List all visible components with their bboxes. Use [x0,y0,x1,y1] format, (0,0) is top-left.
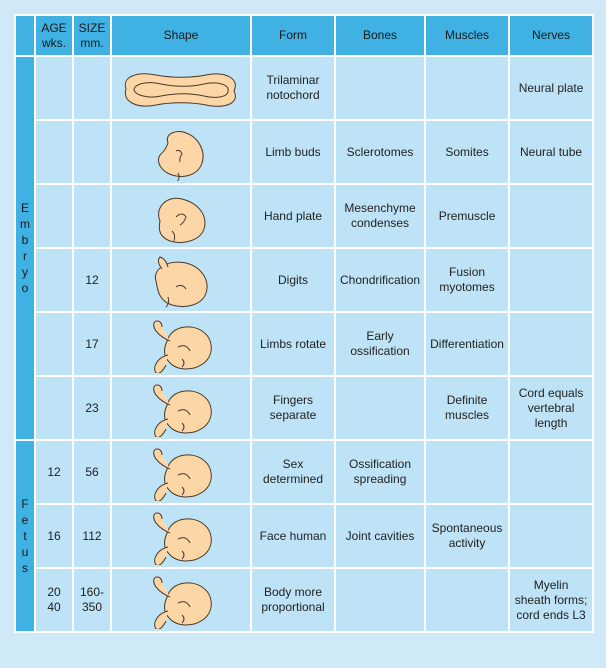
cell-size [73,504,111,568]
muscles-text: Premuscle [438,208,496,223]
embryo-digits-icon [116,251,246,309]
header-row [15,15,593,56]
bones-text: Chondrification [340,272,421,287]
cell-form [251,248,335,312]
cell-muscles [425,504,509,568]
cell-shape [111,376,251,440]
embryo-limb-buds-icon [116,123,246,181]
cell-age [35,504,73,568]
embryo-fingers-separate-icon [116,379,246,437]
muscles-text: Somites [445,144,489,159]
form-text: Fingers separate [269,393,317,422]
cell-age [35,184,73,248]
header-muscles: Muscles [425,15,509,56]
cell-nerves [509,120,593,184]
cell-size [73,56,111,120]
cell-bones [335,440,425,504]
cell-shape [111,568,251,632]
size-text: 23 [85,400,99,415]
cell-bones [335,504,425,568]
table-row [15,184,593,248]
table-row [15,568,593,632]
cell-muscles [425,312,509,376]
table-row [15,56,593,120]
cell-shape [111,504,251,568]
cell-bones [335,376,425,440]
cell-nerves [509,376,593,440]
embryo-hand-plate-icon [116,187,246,245]
cell-bones [335,312,425,376]
header-bones: Bones [335,15,425,56]
cell-shape [111,184,251,248]
age-text: 20 40 [47,585,61,614]
cell-shape [111,440,251,504]
fetus-16-weeks-icon [116,507,246,565]
cell-muscles [425,184,509,248]
nerves-text: Neural tube [520,144,583,159]
header-nerves: Nerves [509,15,593,56]
fetus-12-weeks-icon [116,443,246,501]
nerves-text: Neural plate [518,80,584,95]
group-label-embryo [15,56,35,440]
cell-shape [111,248,251,312]
table-row [15,504,593,568]
table-row [15,312,593,376]
nerves-text: Myelin sheath forms; cord ends L3 [514,577,588,622]
trilaminar-disc-icon [116,59,246,117]
muscles-text: Spontaneous activity [431,521,503,550]
cell-bones [335,248,425,312]
cell-size [73,440,111,504]
form-text: Trilaminar notochord [266,73,320,102]
cell-size [73,184,111,248]
cell-nerves [509,248,593,312]
cell-age [35,248,73,312]
size-text: 56 [85,464,99,479]
header-size: SIZE mm. [73,15,111,56]
cell-shape [111,312,251,376]
form-text: Body more proportional [261,585,325,614]
bones-text: Mesenchyme condenses [344,201,416,230]
cell-nerves [509,440,593,504]
form-text: Hand plate [263,208,323,223]
form-text: Sex determined [262,457,324,486]
muscles-text: Differentiation [430,336,504,351]
cell-muscles [425,440,509,504]
size-text: 112 [82,528,102,543]
cell-form [251,568,335,632]
cell-size [73,376,111,440]
cell-form [251,312,335,376]
cell-age [35,120,73,184]
table-row [15,248,593,312]
group-label-text: F e t u s [21,497,29,575]
cell-size [73,248,111,312]
cell-size [73,568,111,632]
muscles-text: Definite muscles [445,393,490,422]
cell-muscles [425,56,509,120]
cell-form [251,504,335,568]
cell-age [35,568,73,632]
group-label-fetus [15,440,35,632]
cell-bones [335,184,425,248]
cell-nerves [509,312,593,376]
cell-age [35,56,73,120]
cell-nerves [509,56,593,120]
age-text: 16 [47,528,61,543]
embryo-limbs-rotate-icon [116,315,246,373]
cell-form [251,184,335,248]
cell-muscles [425,376,509,440]
cell-form [251,120,335,184]
group-label-text: E m b r y o [20,201,30,295]
cell-muscles [425,120,509,184]
size-text: 160- 350 [79,585,105,614]
table-row [15,440,593,504]
bones-text: Sclerotomes [346,144,414,159]
cell-form [251,56,335,120]
cell-muscles [425,568,509,632]
form-text: Digits [277,272,308,287]
cell-size [73,312,111,376]
nerves-text: Cord equals vertebral length [518,385,584,430]
cell-nerves [509,184,593,248]
development-table [14,14,594,633]
header-corner [15,15,35,56]
form-text: Limb buds [265,144,321,159]
header-form: Form [251,15,335,56]
cell-bones [335,568,425,632]
cell-bones [335,120,425,184]
size-text: 12 [85,272,99,287]
cell-shape [111,56,251,120]
bones-text: Joint cavities [345,528,415,543]
cell-form [251,440,335,504]
table-row [15,376,593,440]
cell-nerves [509,568,593,632]
muscles-text: Fusion myotomes [439,265,495,294]
cell-shape [111,120,251,184]
cell-bones [335,56,425,120]
cell-size [73,120,111,184]
cell-nerves [509,504,593,568]
header-shape: Shape [111,15,251,56]
form-text: Face human [259,528,327,543]
header-age: AGE wks. [35,15,73,56]
cell-age [35,312,73,376]
cell-age [35,376,73,440]
cell-form [251,376,335,440]
age-text: 12 [47,464,61,479]
cell-muscles [425,248,509,312]
form-text: Limbs rotate [259,336,327,351]
bones-text: Ossification spreading [349,457,412,486]
fetus-20-40-weeks-icon [116,571,246,629]
size-text: 17 [85,336,99,351]
table-row [15,120,593,184]
bones-text: Early ossification [350,329,410,358]
cell-age [35,440,73,504]
